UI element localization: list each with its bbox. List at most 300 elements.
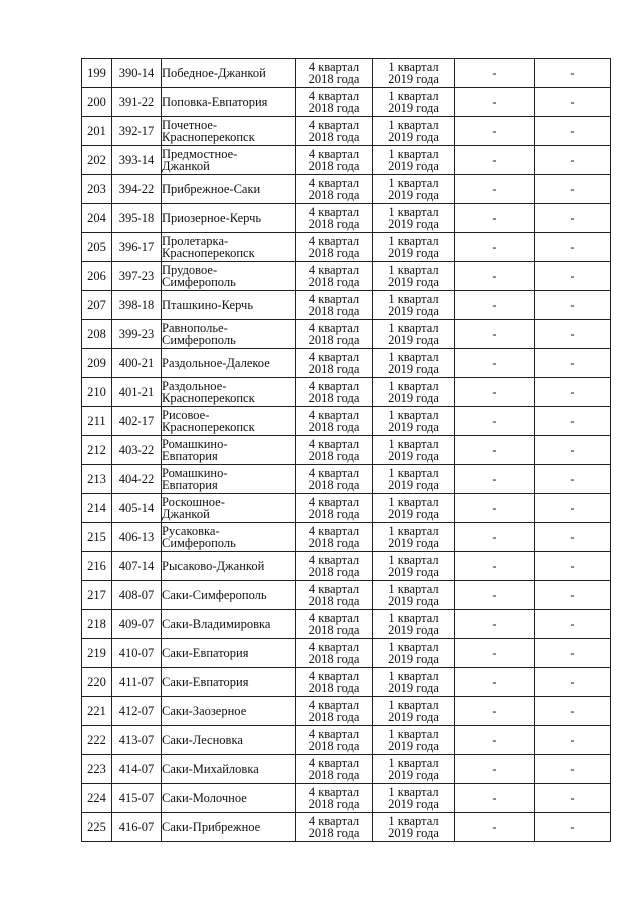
- start-period: [296, 523, 373, 552]
- route-name-line: Роскошное-: [162, 494, 225, 509]
- end-period-line: 2019 года: [388, 623, 439, 637]
- column-7-value: -: [535, 204, 611, 233]
- route-name-line: Раздольное-: [162, 378, 227, 393]
- end-period: [373, 407, 455, 436]
- end-period-line: 2019 года: [388, 275, 439, 289]
- start-period-line: 4 квартал: [308, 639, 360, 654]
- end-period-line: 1 квартал: [388, 668, 439, 683]
- start-period: [296, 726, 373, 755]
- route-code: 415-07: [112, 784, 162, 813]
- route-code: 394-22: [112, 175, 162, 204]
- table-row: [82, 117, 611, 146]
- table-row: [82, 668, 611, 697]
- route-name: [162, 378, 296, 407]
- end-period-line: 1 квартал: [388, 465, 439, 480]
- column-7-value: -: [535, 146, 611, 175]
- end-period-line: 2019 года: [388, 507, 439, 521]
- start-period-line: 2018 года: [308, 159, 360, 173]
- start-period-line: 4 квартал: [308, 755, 360, 770]
- end-period: [373, 117, 455, 146]
- start-period: [296, 784, 373, 813]
- route-name-line: Евпатория: [162, 478, 218, 492]
- end-period-line: 1 квартал: [388, 146, 439, 161]
- table-row: [82, 784, 611, 813]
- column-7-value: -: [535, 233, 611, 262]
- end-period-line: 2019 года: [388, 739, 439, 753]
- row-number: 204: [82, 204, 112, 233]
- column-7-value: -: [535, 813, 611, 842]
- end-period: [373, 378, 455, 407]
- end-period-line: 1 квартал: [388, 697, 439, 712]
- end-period-line: 2019 года: [388, 478, 439, 492]
- table-row: [82, 697, 611, 726]
- column-6-value: -: [455, 581, 535, 610]
- start-period-line: 4 квартал: [308, 494, 360, 509]
- end-period-line: 2019 года: [388, 72, 439, 86]
- route-code: 408-07: [112, 581, 162, 610]
- end-period-line: 2019 года: [388, 768, 439, 782]
- table-row: [82, 494, 611, 523]
- end-period: [373, 668, 455, 697]
- table-row: [82, 552, 611, 581]
- end-period-line: 1 квартал: [388, 378, 439, 393]
- column-7-value: -: [535, 552, 611, 581]
- end-period: [373, 146, 455, 175]
- end-period-line: 1 квартал: [388, 755, 439, 770]
- row-number: 222: [82, 726, 112, 755]
- row-number: 221: [82, 697, 112, 726]
- table-row: [82, 175, 611, 204]
- start-period-line: 2018 года: [308, 739, 360, 753]
- column-6-value: -: [455, 349, 535, 378]
- start-period-line: 2018 года: [308, 449, 360, 463]
- start-period-line: 4 квартал: [308, 349, 360, 364]
- end-period-line: 1 квартал: [388, 233, 439, 248]
- start-period-line: 2018 года: [308, 72, 360, 86]
- row-number: 206: [82, 262, 112, 291]
- row-number: 201: [82, 117, 112, 146]
- column-6-value: -: [455, 378, 535, 407]
- end-period-line: 2019 года: [388, 101, 439, 115]
- start-period-line: 4 квартал: [308, 581, 360, 596]
- start-period: [296, 204, 373, 233]
- end-period-line: 1 квартал: [388, 262, 439, 277]
- start-period-line: 4 квартал: [308, 697, 360, 712]
- end-period-line: 1 квартал: [388, 784, 439, 799]
- start-period-line: 2018 года: [308, 188, 360, 202]
- start-period-line: 2018 года: [308, 130, 360, 144]
- route-name-line: Рысаково-Джанкой: [162, 558, 265, 573]
- start-period-line: 4 квартал: [308, 610, 360, 625]
- route-name-line: Саки-Лесновка: [162, 732, 243, 747]
- start-period-line: 2018 года: [308, 246, 360, 260]
- end-period: [373, 726, 455, 755]
- column-6-value: -: [455, 262, 535, 291]
- start-period-line: 2018 года: [308, 420, 360, 434]
- route-code: 400-21: [112, 349, 162, 378]
- column-6-value: -: [455, 494, 535, 523]
- row-number: 217: [82, 581, 112, 610]
- route-code: 416-07: [112, 813, 162, 842]
- end-period-line: 1 квартал: [388, 407, 439, 422]
- route-code: 390-14: [112, 59, 162, 88]
- table-row: [82, 146, 611, 175]
- column-7-value: -: [535, 494, 611, 523]
- route-code: 409-07: [112, 610, 162, 639]
- start-period-line: 4 квартал: [308, 175, 360, 190]
- column-7-value: -: [535, 320, 611, 349]
- row-number: 219: [82, 639, 112, 668]
- end-period: [373, 204, 455, 233]
- route-name-line: Симферополь: [162, 333, 236, 347]
- row-number: 218: [82, 610, 112, 639]
- row-number: 216: [82, 552, 112, 581]
- end-period: [373, 494, 455, 523]
- route-name: [162, 233, 296, 262]
- row-number: 225: [82, 813, 112, 842]
- table-row: [82, 349, 611, 378]
- start-period-line: 4 квартал: [308, 378, 360, 393]
- row-number: 199: [82, 59, 112, 88]
- start-period: [296, 233, 373, 262]
- column-7-value: -: [535, 726, 611, 755]
- end-period: [373, 88, 455, 117]
- end-period-line: 1 квартал: [388, 291, 439, 306]
- route-name-line: Евпатория: [162, 449, 218, 463]
- end-period: [373, 784, 455, 813]
- route-name-line: Саки-Молочное: [162, 790, 247, 805]
- end-period-line: 2019 года: [388, 362, 439, 376]
- route-name-line: Симферополь: [162, 275, 236, 289]
- route-name-line: Предмостное-: [162, 146, 238, 161]
- end-period-line: 1 квартал: [388, 494, 439, 509]
- start-period: [296, 552, 373, 581]
- route-name: [162, 523, 296, 552]
- start-period: [296, 378, 373, 407]
- route-code: 393-14: [112, 146, 162, 175]
- route-code: 397-23: [112, 262, 162, 291]
- table-row: [82, 88, 611, 117]
- end-period-line: 1 квартал: [388, 59, 439, 74]
- column-7-value: -: [535, 175, 611, 204]
- route-name-line: Саки-Владимировка: [162, 616, 271, 631]
- end-period: [373, 349, 455, 378]
- route-name: [162, 291, 296, 320]
- column-6-value: -: [455, 291, 535, 320]
- end-period-line: 1 квартал: [388, 813, 439, 828]
- start-period-line: 4 квартал: [308, 320, 360, 335]
- start-period-line: 2018 года: [308, 681, 360, 695]
- route-code: 405-14: [112, 494, 162, 523]
- column-7-value: -: [535, 291, 611, 320]
- route-code: 414-07: [112, 755, 162, 784]
- column-6-value: -: [455, 610, 535, 639]
- route-name: [162, 610, 296, 639]
- end-period: [373, 465, 455, 494]
- table-row: [82, 755, 611, 784]
- route-name-line: Русаковка-: [162, 523, 220, 538]
- end-period-line: 2019 года: [388, 449, 439, 463]
- column-6-value: -: [455, 639, 535, 668]
- table-row: [82, 813, 611, 842]
- start-period-line: 2018 года: [308, 565, 360, 579]
- column-6-value: -: [455, 436, 535, 465]
- column-6-value: -: [455, 784, 535, 813]
- row-number: 202: [82, 146, 112, 175]
- route-name: [162, 697, 296, 726]
- column-6-value: -: [455, 465, 535, 494]
- route-code: 413-07: [112, 726, 162, 755]
- start-period: [296, 59, 373, 88]
- column-6-value: -: [455, 523, 535, 552]
- start-period-line: 2018 года: [308, 478, 360, 492]
- start-period-line: 4 квартал: [308, 262, 360, 277]
- end-period: [373, 610, 455, 639]
- column-6-value: -: [455, 117, 535, 146]
- route-name: [162, 407, 296, 436]
- end-period: [373, 813, 455, 842]
- route-code: 396-17: [112, 233, 162, 262]
- end-period-line: 1 квартал: [388, 349, 439, 364]
- start-period: [296, 175, 373, 204]
- start-period-line: 2018 года: [308, 391, 360, 405]
- route-name-line: Равнополье-: [162, 320, 228, 335]
- column-7-value: -: [535, 668, 611, 697]
- column-7-value: -: [535, 262, 611, 291]
- table-row: [82, 59, 611, 88]
- row-number: 211: [82, 407, 112, 436]
- start-period-line: 2018 года: [308, 362, 360, 376]
- table-row: [82, 204, 611, 233]
- route-code: 399-23: [112, 320, 162, 349]
- column-7-value: -: [535, 523, 611, 552]
- start-period: [296, 755, 373, 784]
- row-number: 203: [82, 175, 112, 204]
- route-name-line: Поповка-Евпатория: [162, 94, 268, 109]
- end-period-line: 1 квартал: [388, 117, 439, 132]
- end-period-line: 2019 года: [388, 710, 439, 724]
- start-period-line: 4 квартал: [308, 204, 360, 219]
- end-period-line: 1 квартал: [388, 610, 439, 625]
- row-number: 208: [82, 320, 112, 349]
- table-row: [82, 726, 611, 755]
- end-period-line: 2019 года: [388, 420, 439, 434]
- end-period-line: 2019 года: [388, 246, 439, 260]
- route-name-line: Саки-Евпатория: [162, 645, 249, 660]
- column-6-value: -: [455, 233, 535, 262]
- start-period: [296, 436, 373, 465]
- column-6-value: -: [455, 755, 535, 784]
- route-name-line: Ромашкино-: [162, 465, 228, 480]
- route-name: [162, 320, 296, 349]
- column-7-value: -: [535, 465, 611, 494]
- route-code: 403-22: [112, 436, 162, 465]
- row-number: 200: [82, 88, 112, 117]
- end-period-line: 1 квартал: [388, 552, 439, 567]
- end-period-line: 2019 года: [388, 217, 439, 231]
- route-name-line: Саки-Михайловка: [162, 761, 259, 776]
- route-name-line: Джанкой: [162, 159, 210, 173]
- route-code: 404-22: [112, 465, 162, 494]
- route-name-line: Пташкино-Керчь: [162, 297, 254, 312]
- start-period-line: 4 квартал: [308, 523, 360, 538]
- end-period-line: 2019 года: [388, 797, 439, 811]
- route-name: [162, 465, 296, 494]
- route-code: 392-17: [112, 117, 162, 146]
- start-period-line: 2018 года: [308, 797, 360, 811]
- end-period: [373, 639, 455, 668]
- table-row: [82, 378, 611, 407]
- column-6-value: -: [455, 146, 535, 175]
- table-row: [82, 581, 611, 610]
- route-name: [162, 639, 296, 668]
- column-7-value: -: [535, 117, 611, 146]
- route-code: 407-14: [112, 552, 162, 581]
- start-period: [296, 407, 373, 436]
- start-period-line: 2018 года: [308, 217, 360, 231]
- row-number: 205: [82, 233, 112, 262]
- column-7-value: -: [535, 436, 611, 465]
- routes-table: [81, 58, 611, 842]
- column-7-value: -: [535, 88, 611, 117]
- start-period-line: 4 квартал: [308, 436, 360, 451]
- start-period: [296, 465, 373, 494]
- end-period-line: 1 квартал: [388, 639, 439, 654]
- start-period-line: 4 квартал: [308, 552, 360, 567]
- table-row: [82, 291, 611, 320]
- route-name-line: Красноперекопск: [162, 246, 255, 260]
- start-period-line: 4 квартал: [308, 291, 360, 306]
- route-name: [162, 349, 296, 378]
- end-period: [373, 291, 455, 320]
- end-period: [373, 552, 455, 581]
- column-6-value: -: [455, 552, 535, 581]
- start-period: [296, 668, 373, 697]
- start-period: [296, 291, 373, 320]
- start-period-line: 4 квартал: [308, 407, 360, 422]
- column-7-value: -: [535, 581, 611, 610]
- route-name: [162, 175, 296, 204]
- column-7-value: -: [535, 639, 611, 668]
- route-name-line: Прибрежное-Саки: [162, 181, 261, 196]
- route-name-line: Раздольное-Далекое: [162, 355, 270, 370]
- route-name: [162, 117, 296, 146]
- end-period-line: 2019 года: [388, 652, 439, 666]
- route-name: [162, 755, 296, 784]
- end-period: [373, 581, 455, 610]
- table-row: [82, 233, 611, 262]
- end-period-line: 1 квартал: [388, 88, 439, 103]
- start-period-line: 4 квартал: [308, 813, 360, 828]
- route-name-line: Рисовое-: [162, 407, 210, 422]
- end-period-line: 2019 года: [388, 565, 439, 579]
- row-number: 215: [82, 523, 112, 552]
- route-code: 411-07: [112, 668, 162, 697]
- column-6-value: -: [455, 726, 535, 755]
- start-period: [296, 117, 373, 146]
- end-period-line: 2019 года: [388, 681, 439, 695]
- start-period: [296, 494, 373, 523]
- column-7-value: -: [535, 59, 611, 88]
- table-row: [82, 320, 611, 349]
- end-period: [373, 436, 455, 465]
- start-period: [296, 697, 373, 726]
- route-name-line: Прудовое-: [162, 262, 218, 277]
- column-7-value: -: [535, 349, 611, 378]
- start-period: [296, 639, 373, 668]
- route-name: [162, 436, 296, 465]
- end-period-line: 2019 года: [388, 304, 439, 318]
- table-row: [82, 523, 611, 552]
- route-name-line: Почетное-: [162, 117, 218, 132]
- end-period: [373, 697, 455, 726]
- end-period: [373, 175, 455, 204]
- table-row: [82, 262, 611, 291]
- start-period-line: 4 квартал: [308, 465, 360, 480]
- start-period-line: 4 квартал: [308, 117, 360, 132]
- end-period-line: 2019 года: [388, 333, 439, 347]
- route-code: 406-13: [112, 523, 162, 552]
- route-name-line: Симферополь: [162, 536, 236, 550]
- column-7-value: -: [535, 378, 611, 407]
- route-name: [162, 813, 296, 842]
- column-6-value: -: [455, 668, 535, 697]
- route-name: [162, 88, 296, 117]
- route-name-line: Саки-Евпатория: [162, 674, 249, 689]
- start-period: [296, 146, 373, 175]
- column-6-value: -: [455, 204, 535, 233]
- route-name-line: Приозерное-Керчь: [162, 210, 262, 225]
- start-period-line: 2018 года: [308, 101, 360, 115]
- route-name: [162, 59, 296, 88]
- table-row: [82, 465, 611, 494]
- route-name: [162, 784, 296, 813]
- route-name-line: Красноперекопск: [162, 130, 255, 144]
- start-period-line: 4 квартал: [308, 88, 360, 103]
- start-period-line: 2018 года: [308, 507, 360, 521]
- route-name: [162, 494, 296, 523]
- route-name-line: Саки-Прибрежное: [162, 819, 261, 834]
- column-6-value: -: [455, 407, 535, 436]
- route-name: [162, 262, 296, 291]
- start-period-line: 2018 года: [308, 652, 360, 666]
- end-period-line: 1 квартал: [388, 175, 439, 190]
- column-7-value: -: [535, 610, 611, 639]
- route-code: 391-22: [112, 88, 162, 117]
- end-period: [373, 262, 455, 291]
- start-period-line: 4 квартал: [308, 668, 360, 683]
- route-name: [162, 668, 296, 697]
- column-6-value: -: [455, 59, 535, 88]
- table-row: [82, 407, 611, 436]
- route-name-line: Красноперекопск: [162, 391, 255, 405]
- start-period-line: 4 квартал: [308, 726, 360, 741]
- end-period: [373, 320, 455, 349]
- route-name-line: Саки-Заозерное: [162, 703, 247, 718]
- end-period: [373, 59, 455, 88]
- route-code: 401-21: [112, 378, 162, 407]
- end-period-line: 1 квартал: [388, 436, 439, 451]
- start-period: [296, 88, 373, 117]
- end-period-line: 2019 года: [388, 130, 439, 144]
- start-period-line: 2018 года: [308, 275, 360, 289]
- start-period-line: 2018 года: [308, 623, 360, 637]
- end-period-line: 1 квартал: [388, 581, 439, 596]
- start-period-line: 2018 года: [308, 768, 360, 782]
- route-code: 398-18: [112, 291, 162, 320]
- start-period-line: 2018 года: [308, 304, 360, 318]
- row-number: 207: [82, 291, 112, 320]
